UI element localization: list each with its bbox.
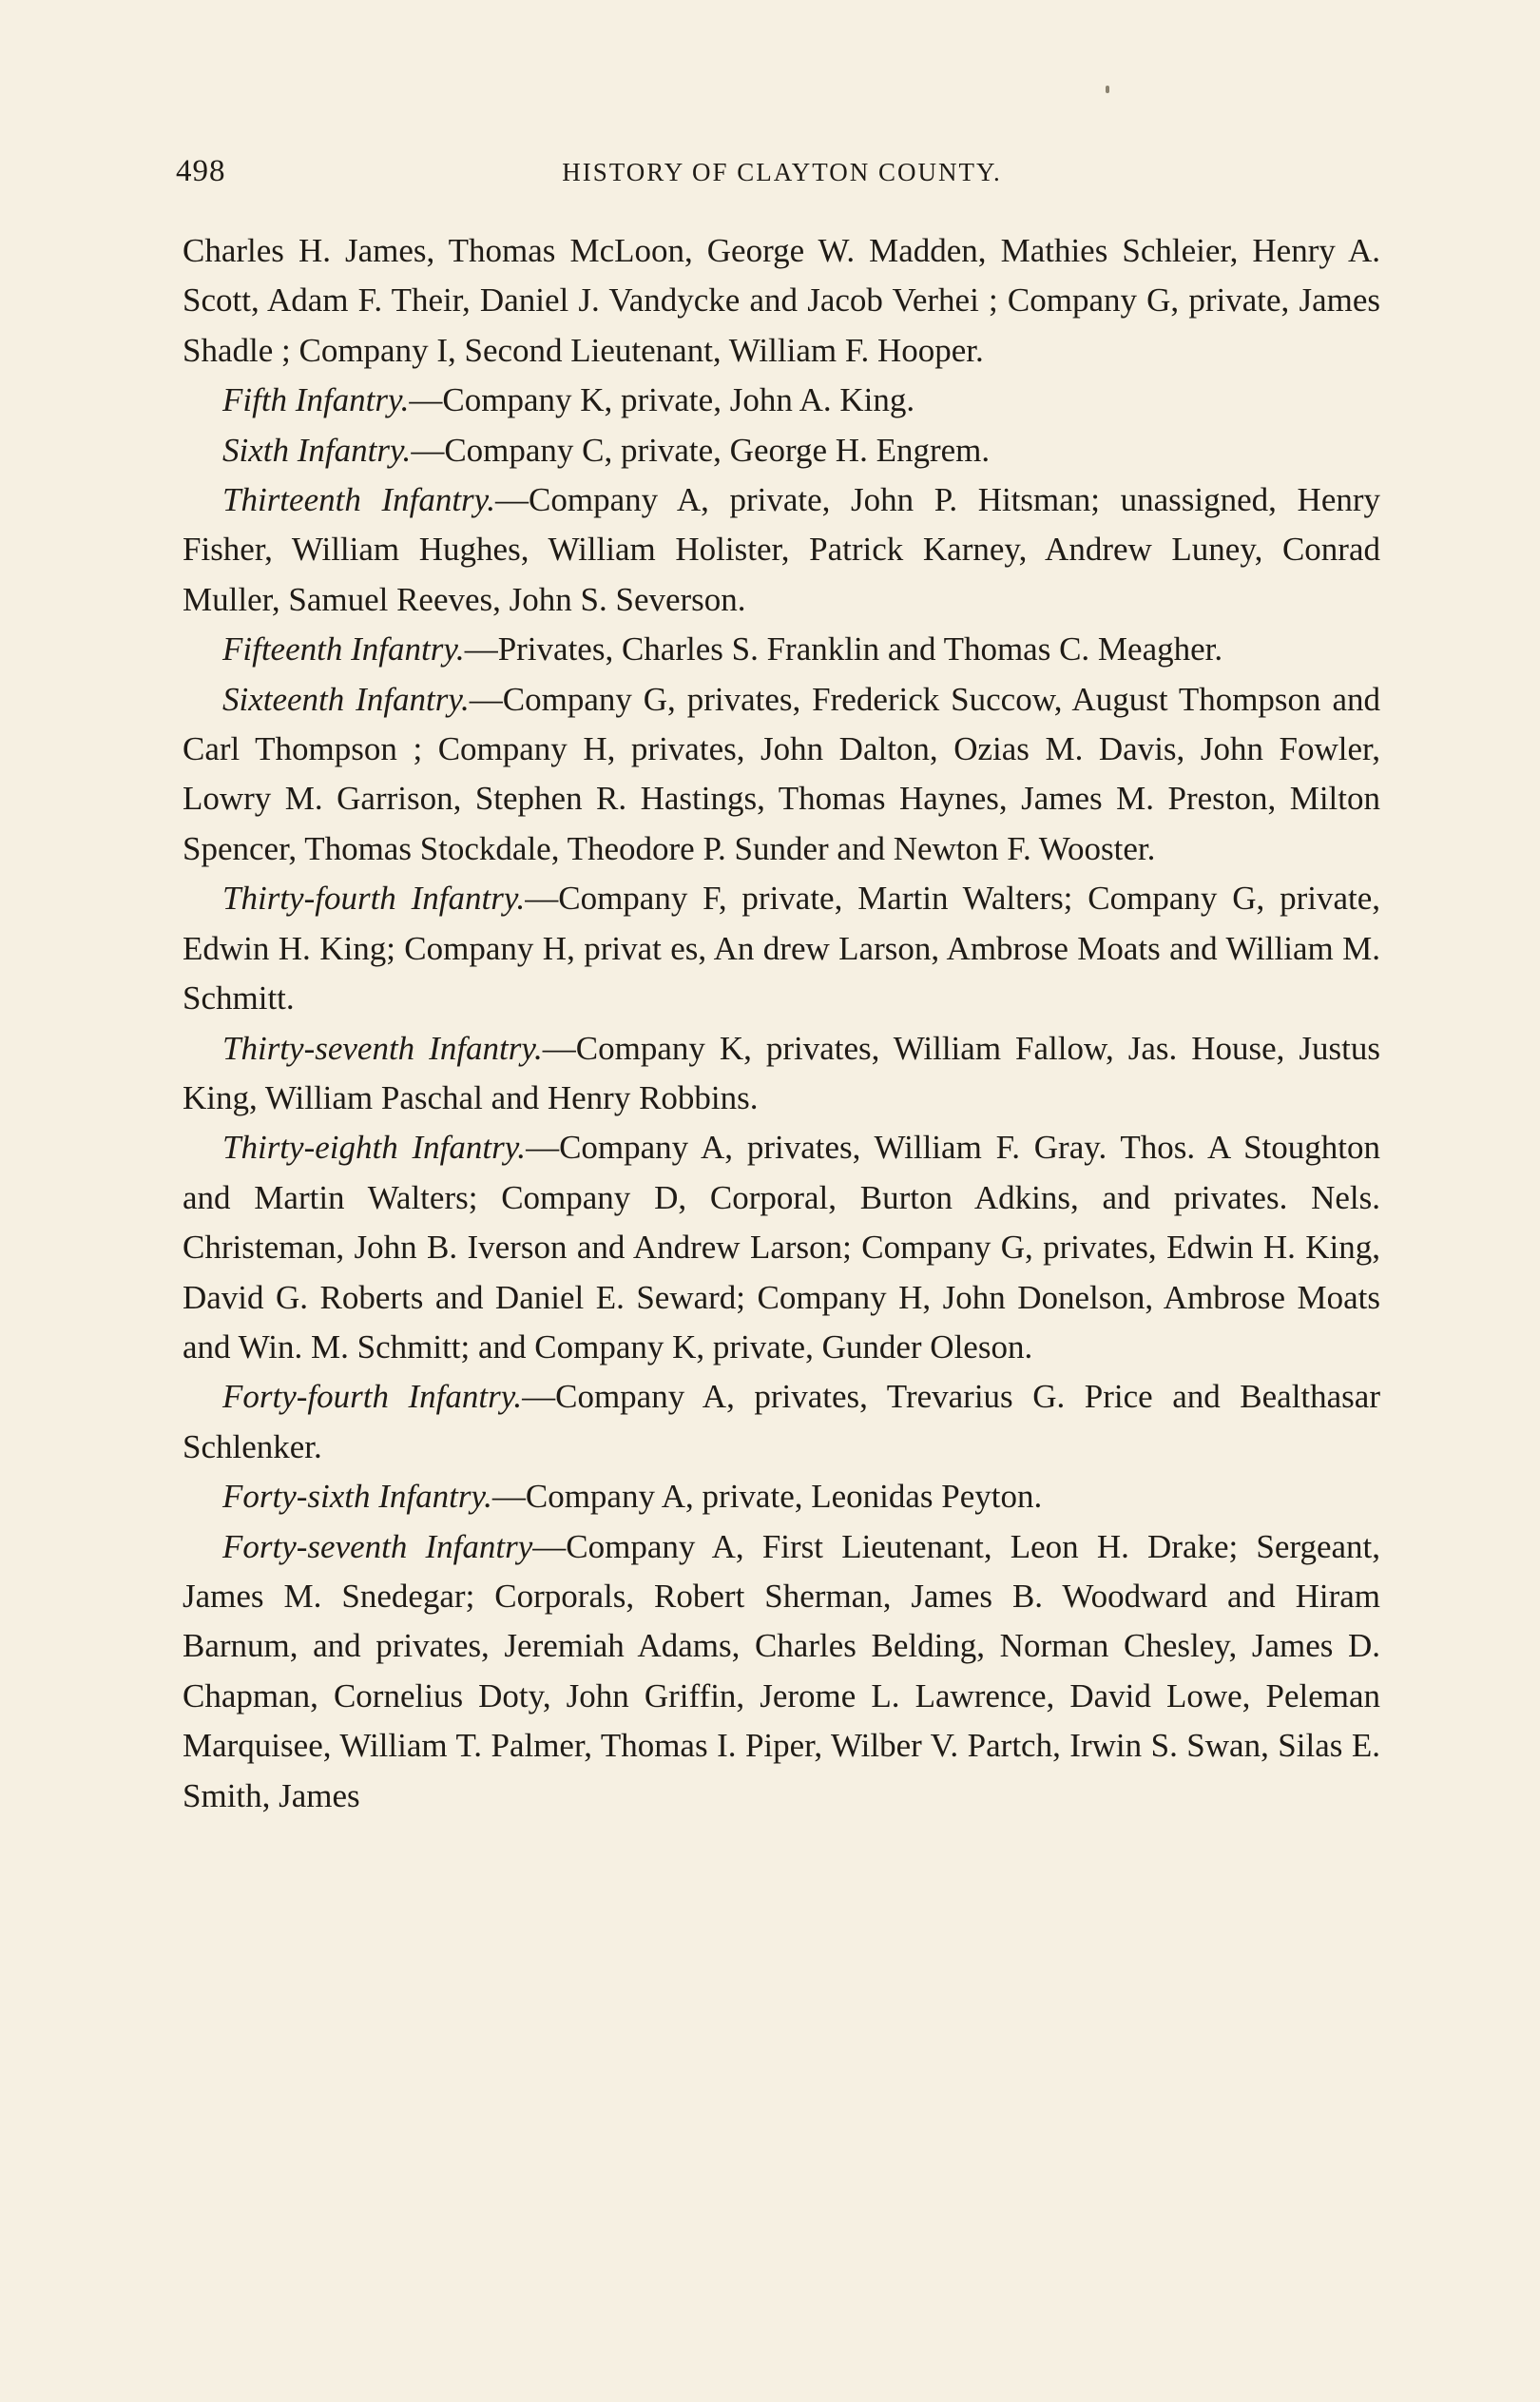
paragraph-text: —Company A, privates, Trevarius G. Price and Bealthasar Schlenker.: [183, 1378, 1380, 1465]
paragraph-text: —Company A, privates, William F. Gray. Thos. A Stoughton and Martin Walters; Company D, Corporal, Burton Adkins, and privates. Nels. Christeman, John B. Iverson and Andrew Larson; Company G, privates, Edwin H. King, David G. Roberts and Daniel E. Seward; Company H, John Donelson, Ambrose Moats and Win. M. Schmitt; and Company K, private, Gunder Oleson.: [183, 1129, 1380, 1366]
paragraph-sixth-infantry: [183, 426, 1380, 475]
page-body: [183, 226, 1380, 1821]
paragraph-thirty-eighth-infantry: [183, 1123, 1380, 1372]
ink-speck: [1106, 86, 1109, 93]
page-header: [176, 154, 1388, 192]
paragraph-continuation: [183, 226, 1380, 376]
paragraph-text: Charles H. James, Thomas McLoon, George W. Madden, Mathies Schleier, Henry A. Scott, Adam F. Their, Daniel J. Vandycke and Jacob Verhei ; Company G, private, James Shadle ; Company I, Second Lieutenant, William F. Hooper.: [183, 232, 1380, 369]
paragraph-thirteenth-infantry: [183, 475, 1380, 625]
running-head: HISTORY OF CLAYTON COUNTY.: [562, 158, 1002, 186]
paragraph-forty-seventh-infantry: [183, 1522, 1380, 1821]
paragraph-forty-fourth-infantry: [183, 1372, 1380, 1472]
paragraph-text: —Company A, private, John P. Hitsman; unassigned, Henry Fisher, William Hughes, William Holister, Patrick Karney, Andrew Luney, Conrad Muller, Samuel Reeves, John S. Severson.: [183, 481, 1381, 618]
paragraph-forty-sixth-infantry: [183, 1472, 1380, 1521]
paragraph-thirty-seventh-infantry: [183, 1024, 1380, 1124]
paragraph-text: —Company A, private, Leonidas Peyton.: [491, 1478, 1043, 1516]
paragraph-fifth-infantry: [183, 376, 1380, 425]
paragraph-text: —Company C, private, George H. Engrem.: [411, 431, 991, 469]
regiment-heading: Sixth Infantry.: [222, 431, 412, 469]
paragraph-sixteenth-infantry: [183, 675, 1380, 875]
regiment-heading: Thirteenth Infantry.: [222, 481, 496, 519]
paragraph-text: —Company K, privates, William Fallow, Jas. House, Justus King, William Paschal and Henry Robbins.: [183, 1029, 1380, 1116]
paragraph-text: —Company K, private, John A. King.: [409, 381, 915, 419]
paragraph-text: —Privates, Charles S. Franklin and Thomas C. Meagher.: [464, 630, 1223, 668]
paragraph-fifteenth-infantry: [183, 625, 1380, 674]
regiment-heading: Sixteenth Infantry.: [222, 680, 470, 718]
regiment-heading: Forty-fourth Infantry.: [222, 1378, 523, 1416]
regiment-heading: Thirty-eighth Infantry.: [222, 1129, 527, 1167]
regiment-heading: Fifteenth Infantry.: [222, 630, 465, 668]
page-number: 498: [176, 154, 226, 188]
regiment-heading: Forty-sixth Infantry.: [222, 1478, 492, 1516]
paragraph-text: —Company F, private, Martin Walters; Company G, private, Edwin H. King; Company H, privat es, An drew Larson, Ambrose Moats and William M. Schmitt.: [183, 880, 1380, 1017]
regiment-heading: Forty-seventh Infantry: [222, 1527, 533, 1565]
regiment-heading: Thirty-seventh Infantry.: [222, 1029, 543, 1067]
regiment-heading: Thirty-fourth Infantry.: [222, 880, 526, 918]
paragraph-text: —Company G, privates, Frederick Succow, August Thompson and Carl Thompson ; Company H, privates, John Dalton, Ozias M. Davis, John Fowler, Lowry M. Garrison, Stephen R. Hastings, Thomas Haynes, James M. Preston, Milton Spencer, Thomas Stockdale, Theodore P. Sunder and Newton F. Wooster.: [183, 680, 1380, 867]
paragraph-thirty-fourth-infantry: [183, 874, 1380, 1023]
paragraph-text: —Company A, First Lieutenant, Leon H. Drake; Sergeant, James M. Snedegar; Corporals, Robert Sherman, James B. Woodward and Hiram Barnum, and privates, Jeremiah Adams, Charles Belding, Norman Chesley, James D. Chapman, Cornelius Doty, John Griffin, Jerome L. Lawrence, David Lowe, Peleman Marquisee, William T. Palmer, Thomas I. Piper, Wilber V. Partch, Irwin S. Swan, Silas E. Smith, James: [183, 1527, 1380, 1814]
regiment-heading: Fifth Infantry.: [222, 381, 410, 419]
